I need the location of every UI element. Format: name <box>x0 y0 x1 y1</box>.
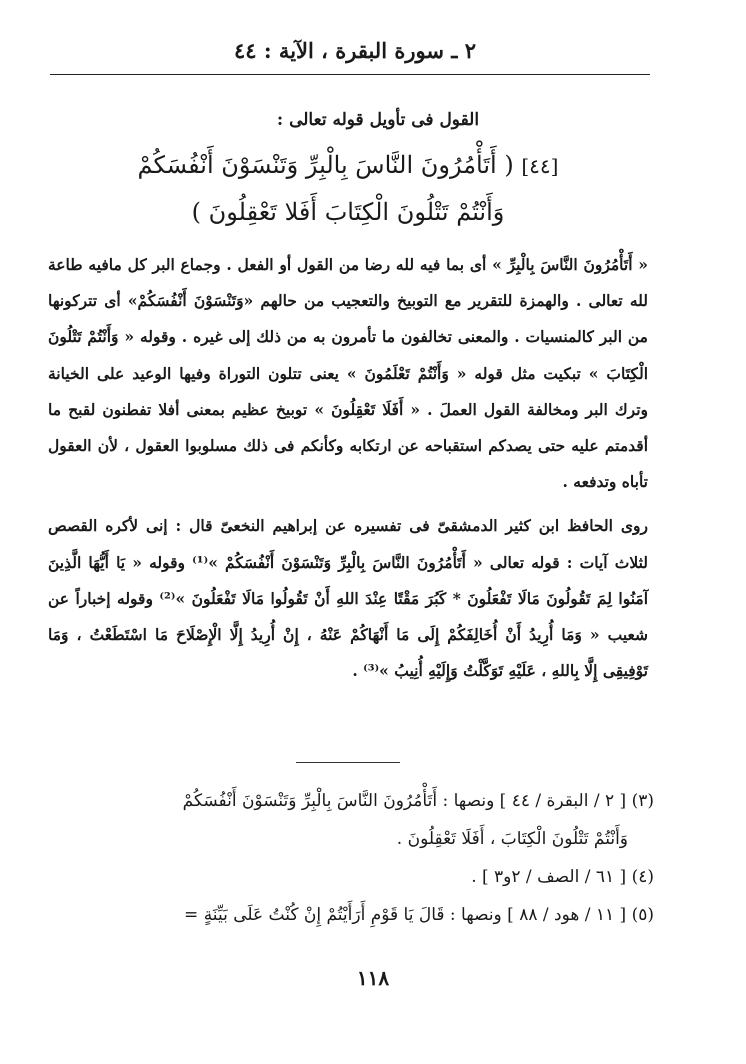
footnote-text: [ ١١ / هود / ٨٨ ] ونصها : قَالَ يَا قَوْمِ أَرَأَيْتُمْ إِنْ كُنْتُ عَلَى بَيِّنَةٍ = <box>184 905 627 925</box>
verse-text-line-1: ( أَتَأْمُرُونَ النَّاسَ بِالْبِرِّ وَتَنْسَوْنَ أَنْفُسَكُمْ <box>137 151 514 179</box>
footnote-marker: (٤) <box>631 867 654 887</box>
quranic-verse-line-2: وَأَنْتُمْ تَتْلُونَ الْكِتَابَ أَفَلا تَعْقِلُونَ ) <box>191 198 505 226</box>
footnote-divider <box>296 762 400 763</box>
page-number: ١١٨ <box>356 966 390 990</box>
footnote-marker: (٣) <box>631 791 654 811</box>
verse-number: [٤٤] <box>521 154 559 178</box>
footnotes <box>44 782 654 934</box>
footnote <box>44 896 654 934</box>
quranic-verse-line-1 <box>48 142 648 189</box>
commentary-paragraph: روى الحافظ ابن كثير الدمشقىّ فى تفسيره عن إبراهيم النخعىّ قال : إنى لأكره القصص لثلاث آيات : قوله تعالى « أَتَأْمُرُونَ النَّاسَ بِالْبِرِّ وَتَنْسَوْنَ أَنْفُسَكُمْ »⁽¹⁾ وقوله « يَا أَيُّهَا الَّذِينَ آمَنُوا لِمَ تَقُولُونَ مَالَا تَفْعَلُونَ * كَبُرَ مَقْتًا عِنْدَ اللهِ أَنْ تَقُولُوا مَالَا تَفْعَلُونَ »⁽²⁾ وقوله إخباراً عن شعيب « وَمَا أُرِيدُ أَنْ أُخَالِفَكُمْ إِلَى مَا أَنْهَاكُمْ عَنْهُ ، إِنْ أُرِيدُ إِلَّا الْإِصْلَاحَ مَا اسْتَطَعْتُ ، وَمَا تَوْفِيقِى إِلَّا بِاللهِ ، عَلَيْهِ تَوَكَّلْتُ وَإِلَيْهِ أُنِيبُ »⁽³⁾ . <box>48 516 649 681</box>
footnote-text: [ ٢ / البقرة / ٤٤ ] ونصها : أَتَأْمُرُونَ النَّاسَ بِالْبِرِّ وَتَنْسَوْنَ أَنْفُسَكُمْ <box>182 791 627 811</box>
footnote <box>44 858 654 896</box>
section-intro: القول فى تأويل قوله تعالى : <box>276 110 480 130</box>
main-text <box>48 110 648 689</box>
header-rule <box>50 74 650 75</box>
footnote-continuation: وَأَنْتُمْ تَتْلُونَ الْكِتَابَ ، أَفَلَا تَعْقِلُونَ . <box>396 829 628 849</box>
footnote <box>44 782 654 820</box>
footnote-marker: (٥) <box>631 905 654 925</box>
footnote-text: [ ٦١ / الصف / ٢و٣ ] . <box>471 867 627 887</box>
running-head: ٢ ـ سورة البقرة ، الآية : ٤٤ <box>234 38 476 63</box>
commentary-paragraph: « أَتَأْمُرُونَ النَّاسَ بِالْبِرِّ » أى بما فيه لله رضا من القول أو الفعل . وجماع البر كل مافيه طاعة لله تعالى . والهمزة للتقرير مع التوبيخ والتعجيب من حالهم «وَتَنْسَوْنَ أَنْفُسَكُمْ» أى تتركونها من البر كالمنسيات . والمعنى تخالفون ما تأمرون به من ذلك إلى غيره . وقوله « وَأَنْتُمْ تَتْلُونَ الْكِتَابَ » تبكيت مثل قوله « وَأَنْتُمْ تَعْلَمُونَ » يعنى تتلون التوراة وفيها الوعيد على الخيانة وترك البر ومخالفة القول العملَ . « أَفَلَا تَعْقِلُونَ » توبيخ عظيم بمعنى أفلا تفطنون لقبح ما أقدمتم عليه حتى يصدكم استقباحه عن ارتكابه وكأنكم فى ذلك مسلوبوا العقول ، لأن العقول تأباه وتدفعه . <box>48 255 648 492</box>
